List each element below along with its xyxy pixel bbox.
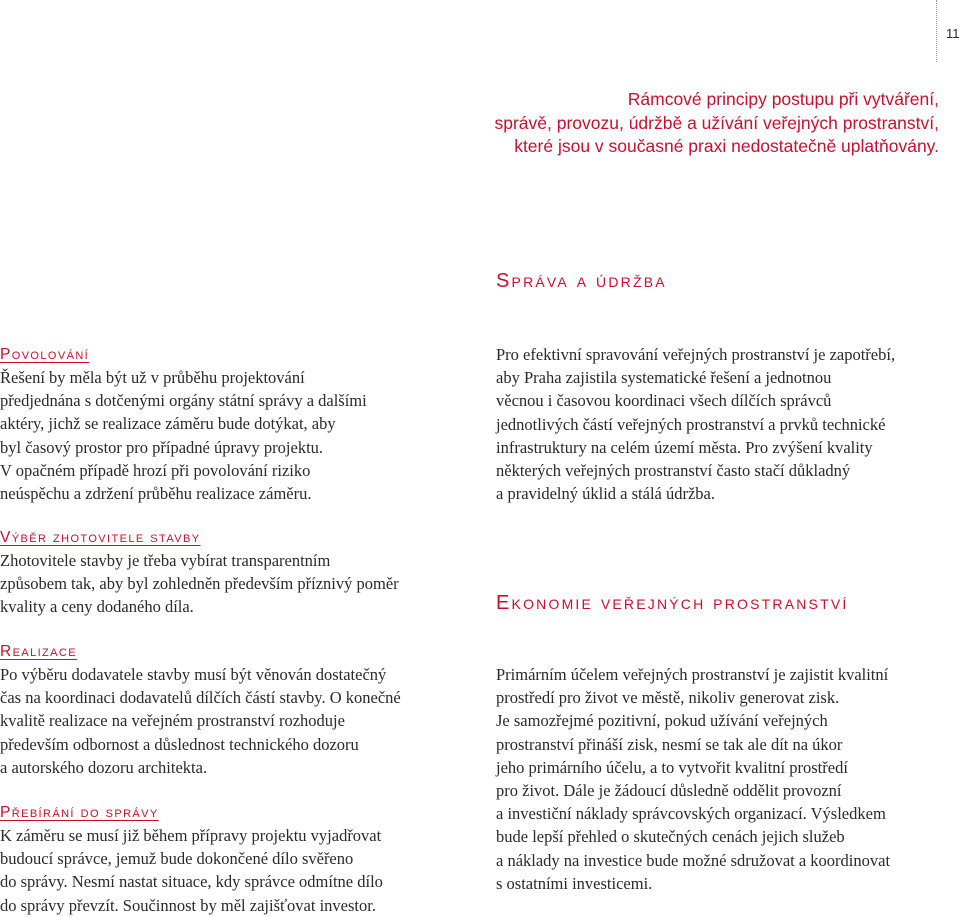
section-heading: Přebírání do správy bbox=[0, 804, 159, 821]
text-line: bude lepší přehled o skutečných cenách jejich služeb bbox=[496, 827, 845, 847]
text-line: s ostatními investicemi. bbox=[496, 873, 653, 893]
text-line: pro život. Dále je žádoucí důsledně oddělit provozní bbox=[496, 781, 842, 801]
text-line: Primárním účelem veřejných prostranství je zajistit kvalitní bbox=[496, 665, 889, 684]
section-realizace bbox=[0, 640, 470, 779]
text-line: prostředí pro život ve městě, nikoliv generovat zisk. bbox=[496, 688, 840, 708]
text-line: budoucí správce, jemuž bude dokončené dílo svěřeno bbox=[0, 849, 354, 869]
text-line: Po výběru dodavatele stavby musí být věnován dostatečný bbox=[0, 665, 387, 684]
text-line: a autorského dozoru architekta. bbox=[0, 757, 208, 777]
text-line: prostranství přináší zisk, nesmí se tak ale dít na úkor bbox=[496, 734, 843, 754]
section-prebirani bbox=[0, 801, 470, 917]
text-line: kvality a ceny dodaného díla. bbox=[0, 597, 194, 617]
text-line: V opačném případě hrozí při povolování riziko bbox=[0, 460, 311, 480]
section-text bbox=[0, 663, 470, 779]
text-line: Zhotovitele stavby je třeba vybírat transparentním bbox=[0, 551, 331, 570]
section-text bbox=[0, 549, 470, 619]
text-line: do správy převzít. Součinnost by měl zajišťovat investor. bbox=[0, 895, 376, 915]
callout-line: Rámcové principy postupu při vytváření, bbox=[627, 89, 939, 109]
page-margin-rule bbox=[936, 0, 937, 62]
text-line: aktéry, jichž se realizace záměru bude dotýkat, aby bbox=[0, 414, 336, 434]
text-line: Řešení by měla být už v průběhu projektování bbox=[0, 368, 305, 387]
text-line: způsobem tak, aby byl zohledněn především příznivý poměr bbox=[0, 574, 399, 594]
section-vyber-zhotovitele bbox=[0, 526, 470, 619]
section-heading: Realizace bbox=[0, 643, 77, 660]
section-text bbox=[0, 824, 470, 917]
section-heading: Povolování bbox=[0, 346, 90, 363]
text-line: jeho primárního účelu, a to vytvořit kvalitní prostředí bbox=[496, 757, 848, 777]
text-line: aby Praha zajistila systematické řešení a jednotnou bbox=[496, 368, 832, 388]
text-line: kvalitě realizace na veřejném prostranství rozhoduje bbox=[0, 711, 345, 731]
section-heading: Výběr zhotovitele stavby bbox=[0, 529, 201, 546]
page-number: 11 bbox=[946, 26, 960, 41]
callout-line: správě, provozu, údržbě a užívání veřejných prostranství, bbox=[494, 112, 939, 133]
text-line: věcnou i časovou koordinaci všech dílčích správců bbox=[496, 391, 832, 411]
callout-quote bbox=[419, 88, 939, 159]
section-povolovani bbox=[0, 343, 470, 505]
text-line: čas na koordinaci dodavatelů dílčích částí stavby. O konečné bbox=[0, 688, 401, 708]
main-title: Správa a údržba bbox=[496, 270, 667, 292]
intro-paragraph bbox=[496, 343, 946, 505]
text-line: a pravidelný úklid a stálá údržba. bbox=[496, 484, 716, 504]
text-line: především odbornost a důslednost technického dozoru bbox=[0, 734, 359, 754]
text-line: infrastruktury na celém území města. Pro zvýšení kvality bbox=[496, 437, 873, 457]
text-line: jednotlivých částí veřejných prostranství a prvků technické bbox=[496, 414, 886, 434]
text-line: do správy. Nesmí nastat situace, kdy správce odmítne dílo bbox=[0, 872, 383, 892]
text-line: Pro efektivní spravování veřejných prostranství je zapotřebí, bbox=[496, 345, 896, 364]
text-line: K záměru se musí již během přípravy projektu vyjadřovat bbox=[0, 826, 382, 845]
callout-line: které jsou v současné praxi nedostatečně uplatňovány. bbox=[514, 136, 939, 156]
text-line: některých veřejných prostranství často stačí důkladný bbox=[496, 461, 851, 481]
text-line: a náklady na investice bude možné sdružovat a koordinovat bbox=[496, 850, 891, 870]
text-line: a investiční náklady správcovských organizací. Výsledkem bbox=[496, 804, 886, 824]
section-text bbox=[0, 366, 470, 505]
economics-paragraph bbox=[496, 663, 946, 895]
text-line: předjednána s dotčenými orgány státní správy a dalšími bbox=[0, 391, 367, 411]
text-line: neúspěchu a zdržení průběhu realizace záměru. bbox=[0, 484, 312, 504]
economics-title: Ekonomie veřejných prostranství bbox=[496, 592, 849, 614]
text-line: Je samozřejmé pozitivní, pokud užívání veřejných bbox=[496, 711, 828, 731]
text-line: byl časový prostor pro případné úpravy projektu. bbox=[0, 437, 324, 457]
